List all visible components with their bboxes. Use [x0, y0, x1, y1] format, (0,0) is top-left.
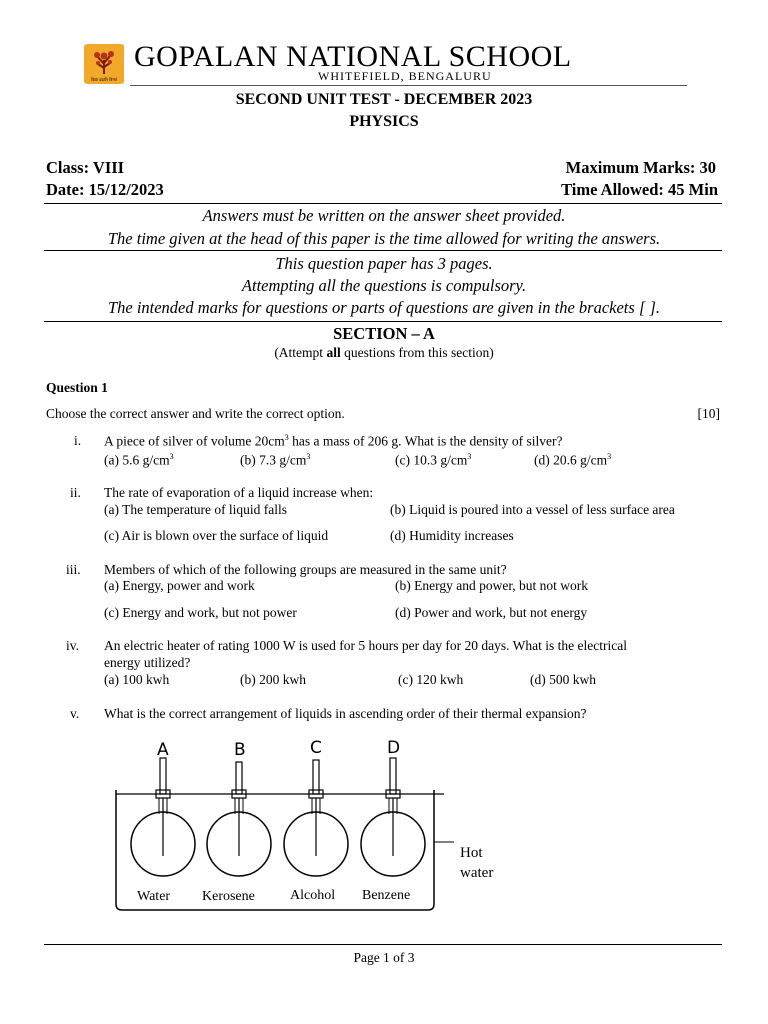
option-b: (b) 200 kwh	[240, 672, 306, 687]
option-b: (b) Liquid is poured into a vessel of less surface area	[390, 502, 675, 517]
item-number: ii.	[70, 485, 81, 500]
liquid-label: Benzene	[362, 888, 411, 903]
school-location: WHITEFIELD, BENGALURU	[318, 69, 492, 83]
flask-letter: D	[387, 738, 401, 758]
thermal-expansion-diagram	[112, 732, 512, 912]
option-d: (d) Humidity increases	[390, 528, 514, 543]
flask-letter: B	[234, 740, 246, 760]
divider	[44, 203, 722, 204]
option-a: (a) The temperature of liquid falls	[104, 502, 288, 517]
flask-letter: A	[157, 740, 169, 760]
instruction-line: The intended marks for questions or parts of questions are given in the brackets [ ].	[107, 298, 661, 317]
item-number: v.	[70, 706, 80, 721]
footer-divider	[44, 944, 722, 945]
question-instruction: Choose the correct answer and write the correct option.	[46, 406, 345, 421]
divider	[44, 250, 722, 251]
instruction-line: Answers must be written on the answer sheet provided.	[202, 206, 566, 225]
item-number: i.	[74, 433, 82, 448]
section-subtitle: (Attempt all questions from this section)	[274, 345, 494, 360]
option-a: (a) 100 kwh	[104, 672, 170, 687]
liquid-label: Kerosene	[202, 889, 255, 904]
instruction-line: Attempting all the questions is compulsory.	[241, 276, 527, 295]
option-c: (c) Energy and work, but not power	[104, 605, 297, 620]
logo-motto: विद्या ददाति विनयं	[91, 77, 117, 82]
date-label: Date: 15/12/2023	[46, 180, 164, 199]
instruction-line: The time given at the head of this paper is the time allowed for writing the answers.	[107, 229, 661, 248]
flask-a	[131, 758, 195, 876]
option-a: (a) 5.6 $g/cm^3$	[104, 452, 174, 468]
item-text: Members of which of the following groups are measured in the same unit?	[104, 562, 507, 577]
header-divider	[130, 85, 687, 86]
flask-b	[207, 762, 271, 876]
option-a: (a) Energy, power and work	[104, 578, 255, 593]
exam-title: SECOND UNIT TEST - DECEMBER 2023	[235, 91, 533, 108]
question-label: Question 1	[46, 380, 108, 395]
subject-title: PHYSICS	[349, 113, 419, 130]
instruction-line: This question paper has 3 pages.	[275, 254, 493, 273]
school-logo	[84, 44, 124, 84]
time-allowed-label: Time Allowed: 45 Min	[561, 180, 718, 199]
item-text: An electric heater of rating 1000 W is used for 5 hours per day for 20 days. What is the electrical	[104, 638, 627, 653]
item-number: iii.	[66, 562, 81, 577]
option-b: (b) 7.3 $g/cm^3$	[240, 452, 311, 468]
item-text: A piece of silver of volume $20cm^3$ has a mass of 206 g. What is the density of silver?	[104, 433, 563, 449]
liquid-label: Alcohol	[290, 888, 336, 903]
flask-letter: C	[310, 738, 322, 758]
option-c: (c) 120 kwh	[398, 672, 464, 687]
item-number: iv.	[66, 638, 79, 653]
option-b: (b) Energy and power, but not work	[395, 578, 589, 593]
option-c: (c) Air is blown over the surface of liquid	[104, 528, 329, 543]
option-d: (d) 20.6 $g/cm^3$	[534, 452, 612, 468]
option-d: (d) Power and work, but not energy	[395, 605, 588, 620]
max-marks-label: Maximum Marks: 30	[565, 158, 716, 177]
page-number: Page 1 of 3	[353, 950, 415, 965]
question-marks: [10]	[697, 406, 720, 421]
section-title: SECTION – A	[333, 324, 435, 343]
option-d: (d) 500 kwh	[530, 672, 596, 687]
class-label: Class: VIII	[46, 158, 125, 177]
bath-label: Hot	[460, 845, 483, 861]
liquid-label: Water	[137, 889, 171, 904]
item-text: The rate of evaporation of a liquid increase when:	[104, 485, 374, 500]
item-text: What is the correct arrangement of liquids in ascending order of their thermal expansion?	[104, 706, 587, 721]
bath-label: water	[460, 865, 494, 881]
flask-d	[361, 758, 425, 876]
flask-c	[284, 760, 348, 876]
divider	[44, 321, 722, 322]
school-name: GOPALAN NATIONAL SCHOOL	[134, 40, 572, 73]
option-c: (c) 10.3 $g/cm^3$	[395, 452, 472, 468]
item-text: energy utilized?	[104, 655, 191, 670]
